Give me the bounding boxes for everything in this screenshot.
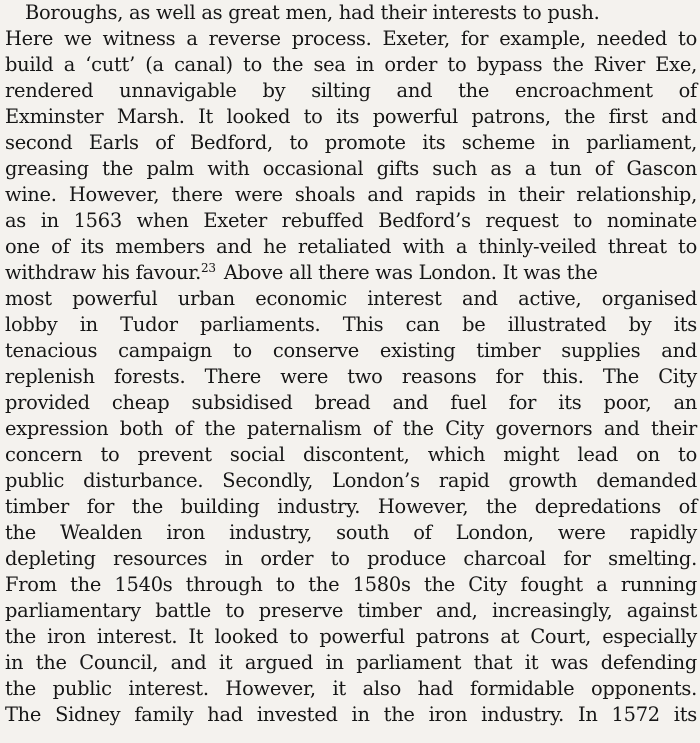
text-line-3: build a ‘cutt’ (a canal) to the sea in order to bypass the River Exe, [5,53,697,76]
text-line-12: most powerful urban economic interest and active, organised [5,287,697,310]
text-line-21: the Wealden iron industry, south of London, were rapidly [5,521,697,544]
text-line-5: Exminster Marsh. It looked to its powerful patrons, the first and [5,105,697,128]
text-line-13: lobby in Tudor parliaments. This can be illustrated by its [5,313,697,336]
text-line-25: the iron interest. It looked to powerful patrons at Court, especially [5,625,697,648]
text-line-26: in the Council, and it argued in parliament that it was defending [5,651,697,674]
text-line-4: rendered unnavigable by silting and the encroachment of [5,79,697,102]
text-line-7: greasing the palm with occasional gifts such as a tun of Gascon [5,157,697,180]
text-line-14: tenacious campaign to conserve existing timber supplies and [5,339,697,362]
text-line-19: public disturbance. Secondly, London’s rapid growth demanded [5,469,697,492]
text-line-11-start: withdraw his favour. [5,261,202,284]
text-line-23: From the 1540s through to the 1580s the City fought a running [5,573,697,596]
text-line-11 [5,260,697,286]
text-line-15: replenish forests. There were two reasons for this. The City [5,365,697,388]
text-line-24: parliamentary battle to preserve timber and, increasingly, against [5,599,697,622]
text-line-10: one of its members and he retaliated with a thinly-veiled threat to [5,235,697,258]
text-line-16: provided cheap subsidised bread and fuel for its poor, an [5,391,697,414]
text-line-20: timber for the building industry. However, the depredations of [5,495,697,518]
text-line-28: The Sidney family had invested in the iron industry. In 1572 its [5,703,697,726]
text-line-22: depleting resources in order to produce charcoal for smelting. [5,547,697,570]
text-line-11-end: Above all there was London. It was the [223,261,598,284]
text-line-6: second Earls of Bedford, to promote its scheme in parliament, [5,131,697,154]
text-line-2: Here we witness a reverse process. Exeter, for example, needed to [5,27,697,50]
text-line-1: Boroughs, as well as great men, had their interests to push. [25,1,600,24]
text-line-27: the public interest. However, it also had formidable opponents. [5,677,697,700]
text-line-8: wine. However, there were shoals and rapids in their relationship, [5,183,697,206]
text-line-18: concern to prevent social discontent, which might lead on to [5,443,697,466]
text-line-17: expression both of the paternalism of the City governors and their [5,417,697,440]
text-line-9: as in 1563 when Exeter rebuffed Bedford’s request to nominate [5,209,697,232]
footnote-reference[interactable]: 23 [201,261,216,275]
